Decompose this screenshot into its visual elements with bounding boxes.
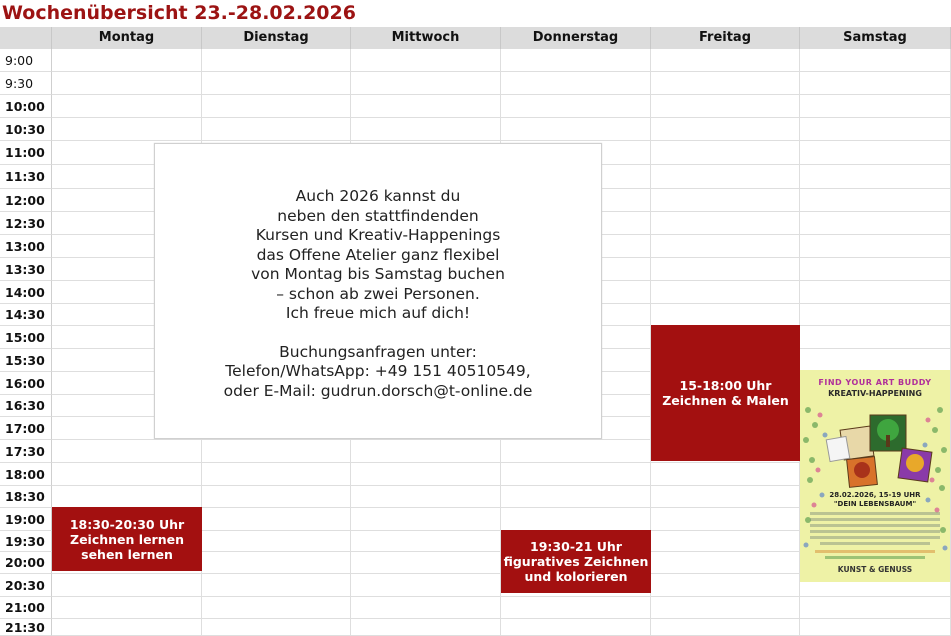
time-slot[interactable] (651, 597, 800, 619)
time-slot[interactable] (651, 463, 800, 486)
time-label: 21:00 (0, 597, 52, 619)
time-label: 20:30 (0, 574, 52, 597)
time-slot[interactable] (651, 235, 800, 258)
time-slot[interactable] (501, 597, 651, 619)
time-slot[interactable] (52, 49, 202, 72)
contact-phone[interactable]: Telefon/WhatsApp: +49 151 40510549, (225, 362, 531, 380)
time-slot[interactable] (651, 508, 800, 531)
poster-headline: FIND YOUR ART BUDDY (818, 378, 932, 387)
event-monday-drawing[interactable] (52, 507, 202, 571)
time-slot[interactable] (651, 49, 800, 72)
time-slot[interactable] (800, 281, 951, 304)
time-slot[interactable] (202, 552, 351, 574)
time-slot[interactable] (351, 597, 501, 619)
time-slot[interactable] (351, 486, 501, 508)
time-label: 17:30 (0, 440, 52, 463)
time-slot[interactable] (351, 49, 501, 72)
time-slot[interactable] (800, 235, 951, 258)
time-slot[interactable] (651, 486, 800, 508)
time-slot[interactable] (800, 95, 951, 118)
poster-date: 28.02.2026, 15-19 UHR (829, 491, 921, 499)
time-label: 21:30 (0, 619, 52, 636)
time-slot[interactable] (800, 72, 951, 95)
time-label: 15:00 (0, 326, 52, 349)
time-label: 14:00 (0, 281, 52, 304)
time-slot[interactable] (52, 118, 202, 141)
time-slot[interactable] (501, 508, 651, 531)
time-slot[interactable] (501, 440, 651, 463)
time-slot[interactable] (651, 258, 800, 281)
time-slot[interactable] (651, 141, 800, 165)
time-slot[interactable] (351, 619, 501, 636)
time-slot[interactable] (501, 619, 651, 636)
time-slot[interactable] (800, 349, 951, 372)
time-slot[interactable] (501, 49, 651, 72)
open-atelier-notice (154, 143, 602, 439)
time-slot[interactable] (651, 531, 800, 552)
time-slot[interactable] (800, 118, 951, 141)
time-slot[interactable] (501, 118, 651, 141)
time-slot[interactable] (52, 440, 202, 463)
time-label: 11:30 (0, 165, 52, 189)
time-slot[interactable] (800, 619, 951, 636)
time-slot[interactable] (202, 619, 351, 636)
poster-subline: KREATIV-HAPPENING (828, 389, 922, 398)
time-slot[interactable] (800, 189, 951, 212)
event-poster[interactable] (800, 370, 950, 582)
event-time: 18:30-20:30 Uhr (69, 516, 185, 532)
time-slot[interactable] (800, 141, 951, 165)
time-label: 9:30 (0, 72, 52, 95)
time-label: 19:00 (0, 508, 52, 531)
time-label: 17:00 (0, 417, 52, 440)
time-slot[interactable] (202, 597, 351, 619)
time-slot[interactable] (651, 574, 800, 597)
day-header-monday: Montag (52, 27, 202, 49)
time-slot[interactable] (651, 72, 800, 95)
time-slot[interactable] (651, 165, 800, 189)
notice-line: neben den stattfindenden (277, 206, 479, 225)
time-slot[interactable] (202, 95, 351, 118)
time-slot[interactable] (202, 463, 351, 486)
notice-line: Kursen und Kreativ-Happenings (255, 226, 501, 244)
time-label: 19:30 (0, 531, 52, 552)
time-slot[interactable] (202, 49, 351, 72)
day-header-thursday: Donnerstag (501, 27, 651, 49)
page-title: Wochenübersicht 23.-28.02.2026 (2, 2, 356, 24)
time-slot[interactable] (651, 552, 800, 574)
time-slot[interactable] (651, 304, 800, 326)
time-slot[interactable] (52, 463, 202, 486)
time-slot[interactable] (52, 619, 202, 636)
time-slot[interactable] (202, 440, 351, 463)
notice-line: Ich freue mich auf dich! (285, 304, 471, 322)
day-header-wednesday: Mittwoch (351, 27, 501, 49)
time-slot[interactable] (651, 212, 800, 235)
time-slot[interactable] (351, 574, 501, 597)
event-title: Zeichnen lernen (70, 531, 184, 547)
contact-heading: Buchungsanfragen unter: (279, 342, 477, 361)
event-thursday-figurative[interactable] (501, 530, 651, 593)
time-slot[interactable] (351, 531, 501, 552)
time-label: 10:30 (0, 118, 52, 141)
time-slot[interactable] (651, 118, 800, 141)
time-slot[interactable] (501, 95, 651, 118)
time-label: 13:00 (0, 235, 52, 258)
notice-line: von Montag bis Samstag buchen (251, 265, 505, 283)
time-slot[interactable] (651, 619, 800, 636)
time-slot[interactable] (800, 212, 951, 235)
time-label: 14:30 (0, 304, 52, 326)
time-slot[interactable] (202, 72, 351, 95)
time-slot[interactable] (501, 463, 651, 486)
time-slot[interactable] (800, 304, 951, 326)
time-label: 11:00 (0, 141, 52, 165)
contact-email[interactable]: oder E-Mail: gudrun.dorsch@t-online.de (223, 381, 533, 400)
event-time: 15-18:00 Uhr (679, 378, 772, 393)
event-subtitle: und kolorieren (524, 569, 628, 584)
time-label: 18:00 (0, 463, 52, 486)
time-slot[interactable] (351, 552, 501, 574)
time-label: 16:30 (0, 395, 52, 417)
time-slot[interactable] (351, 440, 501, 463)
event-title: figuratives Zeichnen (503, 554, 649, 569)
time-slot[interactable] (800, 326, 951, 349)
notice-line: das Offene Atelier ganz flexibel (256, 245, 500, 264)
time-slot[interactable] (501, 72, 651, 95)
time-slot[interactable] (800, 49, 951, 72)
time-label: 18:30 (0, 486, 52, 508)
time-slot[interactable] (52, 486, 202, 508)
time-slot[interactable] (202, 574, 351, 597)
notice-line: Auch 2026 kannst du (295, 187, 461, 205)
notice-line: – schon ab zwei Personen. (276, 284, 480, 303)
time-slot[interactable] (52, 597, 202, 619)
time-slot[interactable] (651, 281, 800, 304)
time-slot[interactable] (651, 95, 800, 118)
time-slot[interactable] (202, 118, 351, 141)
time-slot[interactable] (351, 508, 501, 531)
time-slot[interactable] (52, 574, 202, 597)
event-subtitle: sehen lernen (81, 546, 173, 562)
time-label: 12:00 (0, 189, 52, 212)
time-slot[interactable] (52, 72, 202, 95)
time-slot[interactable] (800, 597, 951, 619)
time-slot[interactable] (501, 486, 651, 508)
time-slot[interactable] (800, 258, 951, 281)
time-label: 16:00 (0, 372, 52, 395)
time-slot[interactable] (651, 189, 800, 212)
day-header-friday: Freitag (651, 27, 800, 49)
time-label: 13:30 (0, 258, 52, 281)
event-title: Zeichnen & Malen (662, 393, 789, 408)
time-slot[interactable] (202, 486, 351, 508)
time-label: 12:30 (0, 212, 52, 235)
time-label: 9:00 (0, 49, 52, 72)
time-slot[interactable] (52, 95, 202, 118)
time-slot[interactable] (351, 72, 501, 95)
time-slot[interactable] (351, 463, 501, 486)
header-corner (0, 27, 52, 49)
poster-theme: "DEIN LEBENSBAUM" (833, 500, 917, 508)
day-header-saturday: Samstag (800, 27, 951, 49)
day-header-tuesday: Dienstag (202, 27, 351, 49)
event-friday-painting[interactable] (651, 325, 800, 461)
time-label: 20:00 (0, 552, 52, 574)
time-label: 10:00 (0, 95, 52, 118)
time-slot[interactable] (202, 508, 351, 531)
event-time: 19:30-21 Uhr (530, 539, 622, 554)
time-slot[interactable] (202, 531, 351, 552)
time-slot[interactable] (351, 95, 501, 118)
time-slot[interactable] (800, 165, 951, 189)
time-slot[interactable] (351, 118, 501, 141)
time-label: 15:30 (0, 349, 52, 372)
poster-footer: KUNST & GENUSS (837, 565, 913, 574)
